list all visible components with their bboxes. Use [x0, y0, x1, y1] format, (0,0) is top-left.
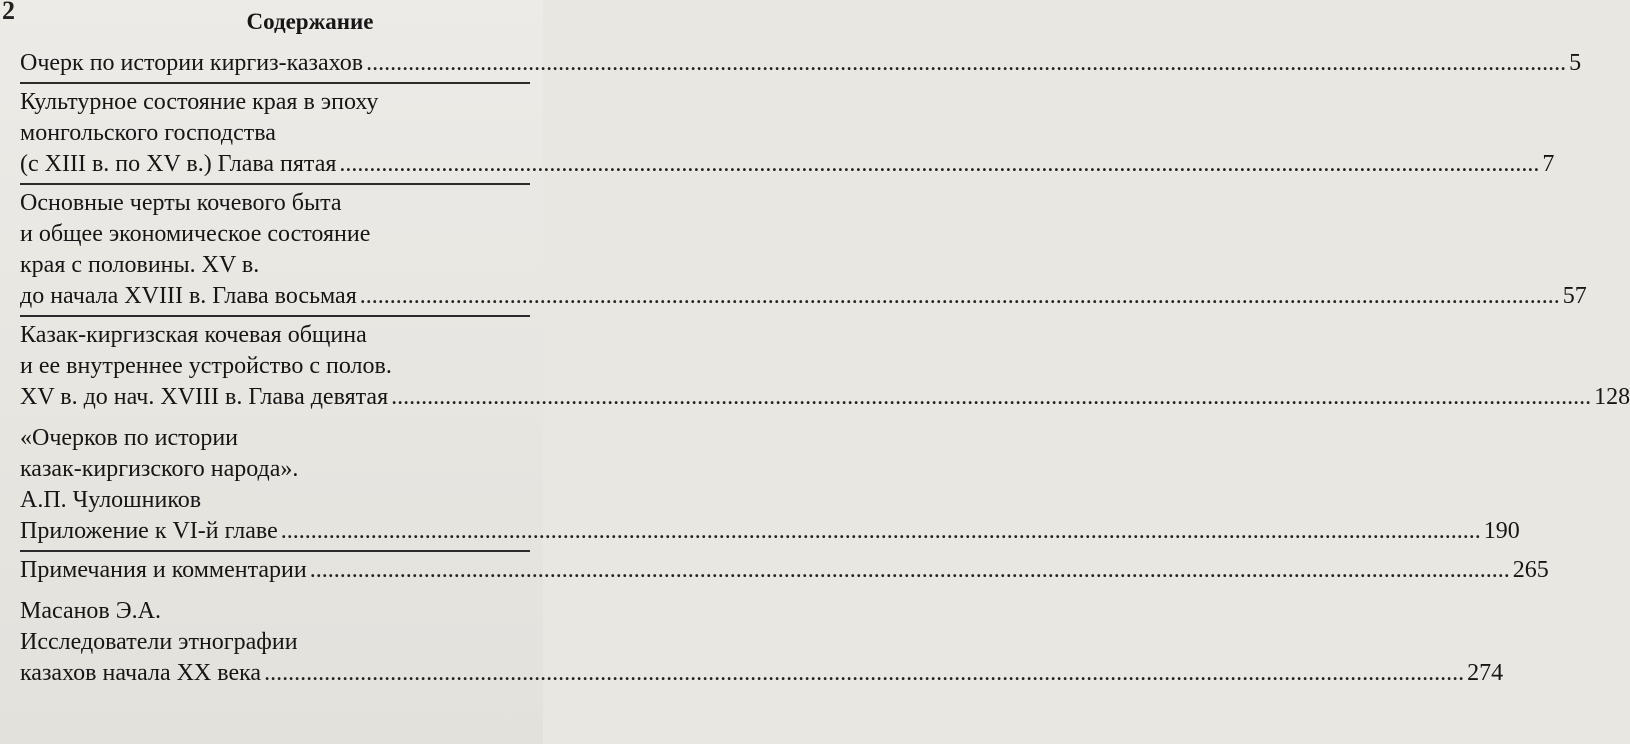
toc-entry-title: (с XIII в. по XV в.) Глава пятая — [20, 151, 337, 177]
toc-entry-last-line — [20, 658, 1504, 689]
toc-entry[interactable] — [20, 87, 1555, 180]
toc-entries — [20, 48, 1630, 689]
divider — [20, 315, 530, 317]
toc-page-number: 5 — [1569, 50, 1582, 76]
leader-dots: ........................................................................................................................................................................................................ — [309, 557, 1510, 583]
leader-dots: ........................................................................................................................................................................................................ — [264, 660, 1465, 686]
toc-entry-last-line — [20, 48, 1582, 79]
toc-page-number: 7 — [1542, 151, 1555, 177]
toc-entry-line: монгольского господства — [20, 120, 276, 146]
toc-entry-line: «Очерков по истории — [20, 425, 239, 451]
toc-entry-title: Примечания и комментарии — [20, 557, 307, 583]
toc-entry[interactable] — [20, 48, 1582, 79]
toc-entry-title: Приложение к VI-й главе — [20, 518, 278, 544]
toc-entry-last-line — [20, 516, 1520, 547]
leader-dots: ........................................................................................................................................................................................................ — [391, 384, 1592, 410]
toc-entry-line: и ее внутреннее устройство с полов. — [20, 353, 392, 379]
divider — [20, 82, 530, 84]
leader-dots: ........................................................................................................................................................................................................ — [280, 518, 1481, 544]
toc-entry-title: до начала XVIII в. Глава восьмая — [20, 283, 357, 309]
toc-entry-line: и общее экономическое состояние — [20, 221, 371, 247]
divider — [20, 183, 530, 185]
toc-entry-line: казак-киргизского народа». — [20, 456, 299, 482]
toc-entry[interactable] — [20, 596, 1504, 689]
toc-entry-last-line — [20, 281, 1587, 312]
spacer — [20, 586, 530, 596]
toc-entry-last-line — [20, 382, 1630, 413]
toc-entry-line: А.П. Чулошников — [20, 487, 202, 513]
page-number: 2 — [2, 0, 15, 25]
toc-page-number: 274 — [1467, 660, 1504, 686]
spacer — [20, 413, 530, 423]
toc-entry-line: Казак-киргизская кочевая община — [20, 322, 367, 348]
toc-entry-title: казахов начала XX века — [20, 660, 262, 686]
toc-entry-line: Основные черты кочевого быта — [20, 190, 342, 216]
toc-entry[interactable] — [20, 188, 1587, 312]
toc-title: Содержание — [246, 9, 374, 34]
leader-dots: ........................................................................................................................................................................................................ — [339, 151, 1540, 177]
toc-entry[interactable] — [20, 320, 1630, 413]
toc-page-number: 57 — [1562, 283, 1587, 309]
toc-page-number: 128 — [1594, 384, 1630, 410]
toc-entry-last-line — [20, 555, 1549, 586]
toc-entry-line: Культурное состояние края в эпоху — [20, 89, 379, 115]
divider — [20, 550, 530, 552]
toc-entry-title: Очерк по истории киргиз-казахов — [20, 50, 364, 76]
toc-page-number: 265 — [1512, 557, 1549, 583]
leader-dots: ........................................................................................................................................................................................................ — [359, 283, 1560, 309]
toc-entry-line: Масанов Э.А. — [20, 598, 161, 624]
toc-entry-last-line — [20, 149, 1555, 180]
toc-entry-line: края с половины. XV в. — [20, 252, 260, 278]
toc-entry-line: Исследователи этнографии — [20, 629, 298, 655]
toc-page-number: 190 — [1483, 518, 1520, 544]
leader-dots: ........................................................................................................................................................................................................ — [366, 50, 1567, 76]
toc-entry[interactable] — [20, 423, 1520, 547]
toc-entry-title: XV в. до нач. XVIII в. Глава девятая — [20, 384, 389, 410]
toc-entry[interactable] — [20, 555, 1549, 586]
table-of-contents — [20, 6, 1630, 689]
